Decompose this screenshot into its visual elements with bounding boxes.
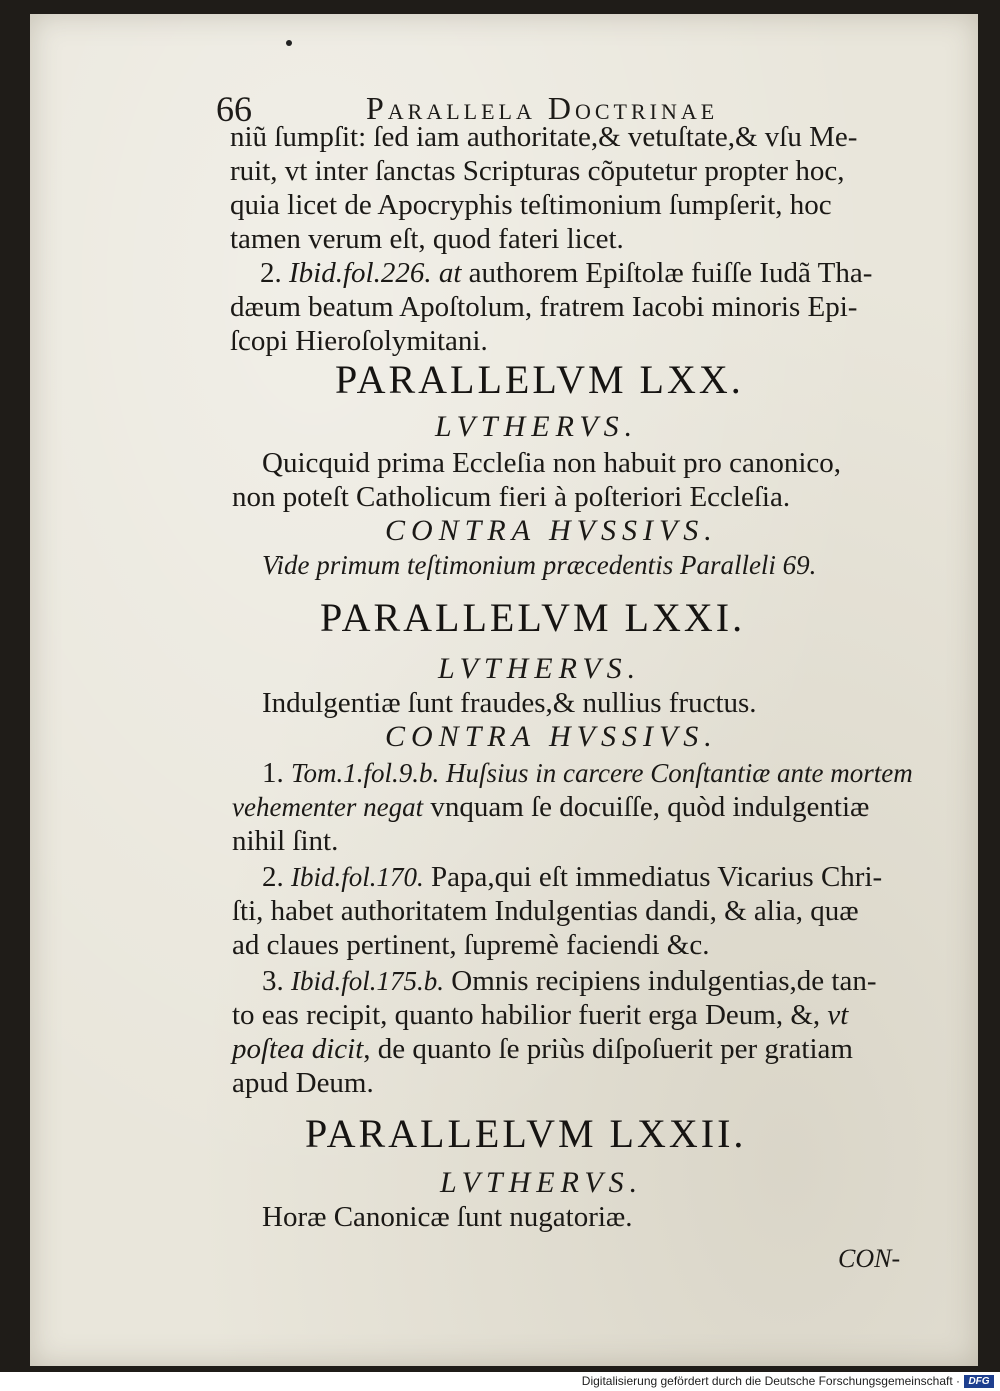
ink-spot [286, 40, 292, 46]
lutherus-thesis: Horæ Canonicæ ſunt nugatoriæ. [262, 1201, 633, 1233]
contra-hussius-heading: CONTRA HVSSIVS. [385, 514, 718, 547]
item-reference: Ibid.fol.170. [291, 862, 424, 892]
italic-phrase: vt [827, 999, 849, 1031]
body-line: nihil ſint. [232, 825, 339, 857]
book-page [30, 14, 978, 1366]
digitization-footer [0, 1372, 1000, 1391]
section-heading-lxxii: PARALLELVM LXXII. [305, 1111, 747, 1156]
item-text: Omnis recipiens indulgentias,de tan- [451, 965, 877, 997]
lutherus-heading: LVTHERVS. [435, 410, 639, 443]
body-line: ſcopi Hieroſolymitani. [230, 325, 488, 357]
section-heading-lxxi: PARALLELVM LXXI. [320, 595, 746, 640]
body-line: apud Deum. [232, 1067, 374, 1099]
item-text: to eas recipit, quanto habilior fuerit erga Deum, &, [232, 999, 821, 1031]
footer-credit: Digitalisierung gefördert durch die Deutsche Forschungsgemeinschaft · [581, 1374, 960, 1388]
lutherus-thesis-cont: non poteſt Catholicum fieri à poſteriori Eccleſia. [232, 481, 791, 513]
body-line: quia licet de Apocryphis teſtimonium ſumpſerit, hoc [230, 189, 832, 221]
body-line: ruit, vt inter ſanctas Scripturas cõputetur propter hoc, [230, 155, 845, 187]
item-reference: Ibid.fol.175.b. [291, 966, 444, 996]
item-text: authorem Epiſtolæ fuiſſe Iudã Tha- [468, 257, 873, 289]
lutherus-thesis: Quicquid prima Eccleſia non habuit pro canonico, [262, 447, 842, 479]
item-text: Papa,qui eſt immediatus Vicarius Chri- [431, 861, 883, 893]
italic-phrase: poſtea dicit [232, 1033, 364, 1065]
lutherus-thesis: Indulgentiæ ſunt fraudes,& nullius fructus. [262, 687, 757, 719]
item-number: 1. [262, 757, 284, 789]
item-text: vnquam ſe docuiſſe, quòd indulgentiæ [430, 791, 870, 823]
body-line: niũ ſumpſit: ſed iam authoritate,& vetuſtate,& vſu Me- [230, 121, 858, 153]
body-line: tamen verum eſt, quod fateri licet. [230, 223, 624, 255]
item-number: 3. [262, 965, 284, 997]
lutherus-heading: LVTHERVS. [440, 1166, 644, 1199]
item-reference: Tom.1.fol.9.b. Huſsius in carcere Conſtantiæ ante mortem [291, 758, 913, 788]
dfg-logo-icon: DFG [964, 1375, 994, 1388]
page-number: 66 [216, 89, 252, 129]
item-number: 2. [260, 257, 282, 289]
running-title: Parallela Doctrinae [366, 90, 719, 126]
body-line: ſti, habet authoritatem Indulgentias dandi, & alia, quæ [232, 895, 859, 927]
vide-reference: Vide primum teſtimonium præcedentis Paralleli 69. [262, 550, 817, 580]
catchword: CON- [838, 1244, 901, 1273]
lutherus-heading: LVTHERVS. [438, 652, 642, 685]
italic-phrase: vehementer negat [232, 792, 424, 822]
body-line: dæum beatum Apoſtolum, fratrem Iacobi minoris Epi- [230, 291, 858, 323]
section-heading-lxx: PARALLELVM LXX. [335, 357, 744, 402]
body-line: ad claues pertinent, ſupremè faciendi &c. [232, 929, 710, 961]
item-number: 2. [262, 861, 284, 893]
contra-hussius-heading: CONTRA HVSSIVS. [385, 720, 718, 753]
item-text: , de quanto ſe priùs diſpoſuerit per gratiam [363, 1033, 853, 1065]
item-reference: Ibid.fol.226. at [289, 257, 462, 289]
